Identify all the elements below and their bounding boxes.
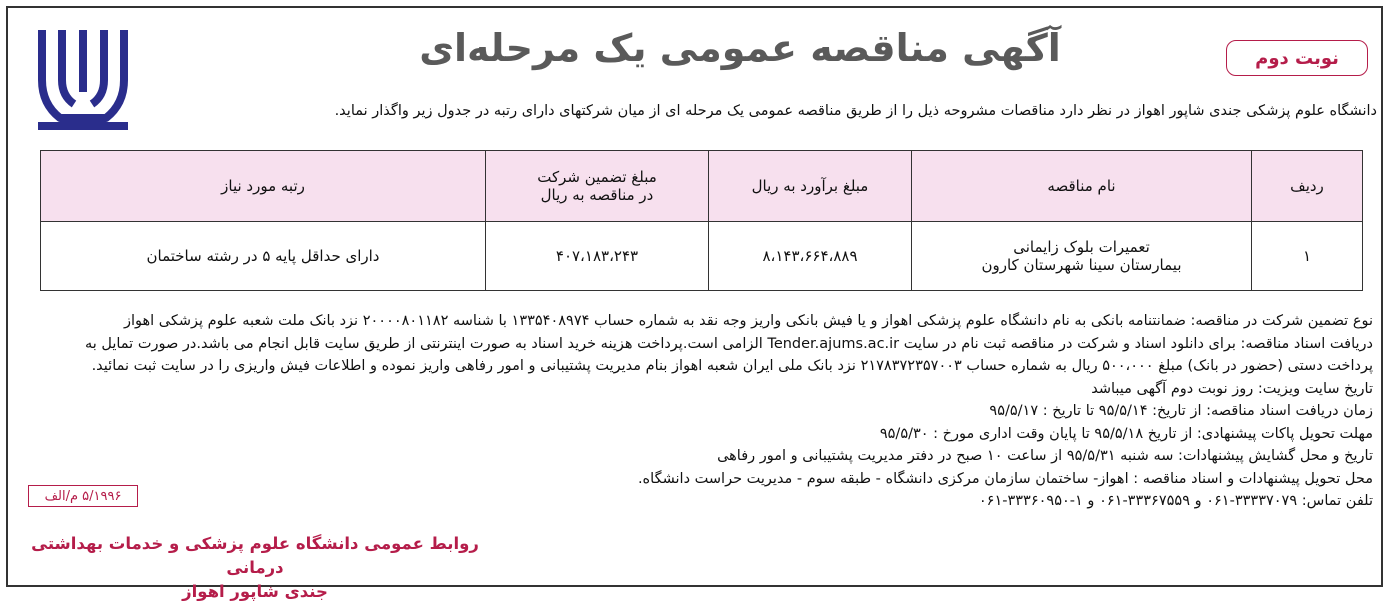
university-logo [24, 22, 142, 134]
col-name: نام مناقصه [912, 151, 1252, 222]
detail-phone: تلفن تماس: ۳۳۳۳۷۰۷۹-۰۶۱ و ۳۳۳۶۷۵۵۹-۰۶۱ و ۱-۳۳۳۶۰۹۵۰-۰۶۱ [978, 493, 1373, 509]
cell-name-line1: تعمیرات بلوک زایمانی [1013, 238, 1150, 256]
cell-rank: دارای حداقل پایه ۵ در رشته ساختمان [41, 222, 486, 291]
col-guarantee-line1: مبلغ تضمین شرکت [537, 168, 657, 186]
reference-number: ۵/۱۹۹۶ م/الف [28, 485, 138, 507]
detail-documents: دریافت اسناد مناقصه: برای دانلود اسناد و شرکت در مناقصه ثبت نام در سایت Tender.ajums.ac.ir الزامی است.پرداخت هزینه خرید اسناد به صورت اینترنتی از طریق سایت قابل انجام می باشد.در صورت تمایل به [84, 335, 1373, 352]
cell-name-line2: بیمارستان سینا شهرستان کارون [981, 256, 1182, 274]
detail-payment: پرداخت دستی (حضور در بانک) مبلغ ۵۰۰،۰۰۰ ریال به شماره حساب ۲۱۷۸۳۷۲۳۵۷۰۰۳ نزد بانک ملی ایران شعبه اهواز بنام مدیریت پشتیبانی و امور رفاهی واریز نموده و اطلاعات فیش واریزی را در سایت ثبت نمائید. [91, 358, 1373, 374]
cell-name [912, 222, 1252, 291]
col-guarantee-line2: در مناقصه به ریال [540, 186, 654, 204]
table-header-row [41, 151, 1363, 222]
detail-guarantee-type: نوع تضمین شرکت در مناقصه: ضمانتنامه بانکی به نام دانشگاه علوم پزشکی اهواز و یا فیش بانکی واریز وجه نقد به شماره حساب ۱۳۳۵۴۰۸۹۷۴ با شناسه ۲۰۰۰۰۸۰۱۱۸۲ نزد بانک ملت شعبه علوم پزشکی اهواز [123, 313, 1373, 329]
col-rank: رتبه مورد نیاز [41, 151, 486, 222]
notice-title: آگهی مناقصه عمومی یک مرحله‌ای [419, 26, 1061, 70]
col-guarantee [486, 151, 709, 222]
detail-opening: تاریخ و محل گشایش پیشنهادات: سه شنبه ۹۵/۵/۳۱ از ساعت ۱۰ صبح در دفتر مدیریت پشتیبانی و امور رفاهی [717, 448, 1373, 464]
cell-estimate: ۸،۱۴۳،۶۶۴،۸۸۹ [709, 222, 912, 291]
detail-delivery-place: محل تحویل پیشنهادات و اسناد مناقصه : اهواز- ساختمان سازمان مرکزی دانشگاه - طبقه سوم - مدیریت حراست دانشگاه. [637, 470, 1373, 487]
table-row [41, 222, 1363, 291]
details-block [13, 310, 1373, 513]
intro-text: دانشگاه علوم پزشکی جندی شاپور اهواز در نظر دارد مناقصات مشروحه ذیل را از طریق مناقصه عمومی یک مرحله ای از میان شرکتهای دارای رتبه در جدول زیر واگذار نماید. [334, 103, 1377, 119]
round-badge: نوبت دوم [1226, 40, 1368, 76]
signature-line2: جندی شاپور اهواز [182, 582, 328, 601]
signature-line1: روابط عمومی دانشگاه علوم پزشکی و خدمات بهداشتی درمانی [31, 534, 479, 577]
detail-site-visit: تاریخ سایت ویزیت: روز نوبت دوم آگهی میباشد [1091, 380, 1373, 397]
detail-deadline: مهلت تحویل پاکات پیشنهادی: از تاریخ ۹۵/۵/۱۸ تا پایان وقت اداری مورخ : ۹۵/۵/۳۰ [879, 425, 1373, 442]
cell-row-no: ۱ [1252, 222, 1363, 291]
col-row-no: ردیف [1252, 151, 1363, 222]
cell-guarantee: ۴۰۷،۱۸۳،۲۴۳ [486, 222, 709, 291]
col-estimate: مبلغ برآورد به ریال [709, 151, 912, 222]
tender-table [40, 150, 1363, 291]
detail-doc-dates: زمان دریافت اسناد مناقصه: از تاریخ: ۹۵/۵/۱۴ تا تاریخ : ۹۵/۵/۱۷ [989, 403, 1373, 419]
signature-block [20, 532, 490, 604]
